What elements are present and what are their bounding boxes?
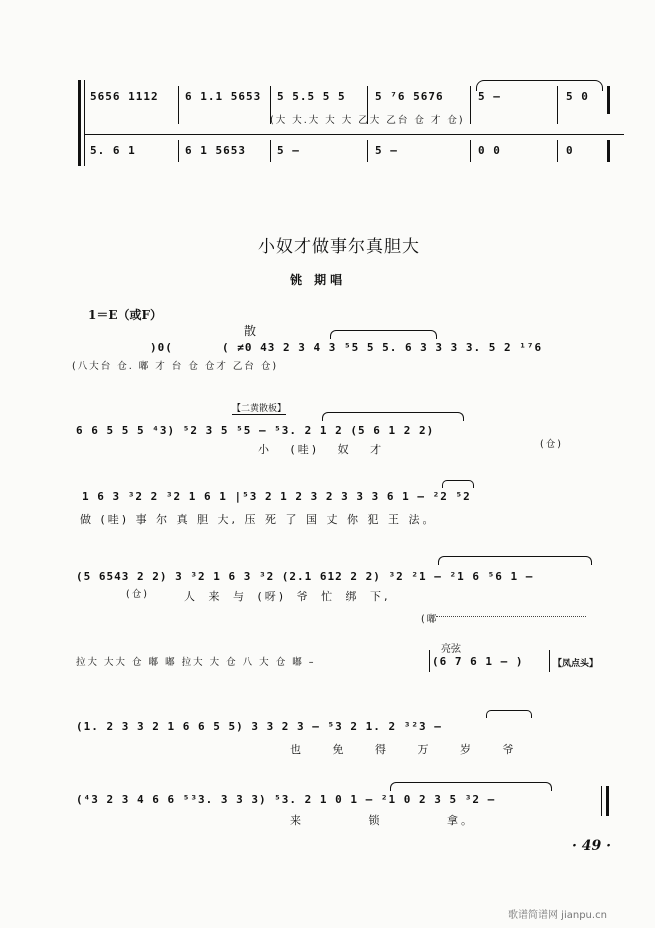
barline: [557, 140, 558, 162]
slur: [322, 412, 464, 421]
final-barline-thin: [601, 786, 602, 816]
percussion-note: (仓): [540, 439, 563, 450]
system-bracket: [78, 80, 81, 166]
measure: 5 5.5 5 5: [277, 90, 346, 103]
slur: [438, 556, 592, 565]
section-label: 【二黄散板】: [232, 401, 286, 415]
lyrics-line: 做 (哇) 事 尔 真 胆 大, 压 死 了 国 丈 你 犯 王 法。: [80, 513, 437, 526]
tempo-mark: 散: [244, 324, 257, 338]
notation-line: 1 6 3 ³2 2 ³2 1 6 1 |⁵3 2 1 2 3 2 3 3 3 6 1 – ²2 ⁵2: [82, 490, 471, 503]
end-barline: [607, 86, 610, 114]
measure: 6 1 5653: [185, 144, 246, 157]
slur: [486, 710, 532, 718]
lyrics-line: 人 来 与 (呀) 爷 忙 绑 下,: [184, 590, 391, 603]
measure: 5 0: [566, 90, 589, 103]
end-barline: [607, 140, 610, 162]
final-barline-thick: [606, 786, 609, 816]
percussion-line: (八大台 仓. 嘟 才 台 仓 仓才 乙台 仓): [72, 361, 279, 372]
lyrics-line: 也 免 得 万 岁 爷: [290, 743, 517, 756]
notation-line: (6 7 6 1 – ): [432, 655, 524, 668]
measure: 0: [566, 144, 574, 157]
key-signature: 1＝E（或F）: [88, 308, 163, 322]
system-line: [84, 80, 85, 166]
barline: [557, 86, 558, 124]
continuation-line: [436, 616, 586, 617]
measure: 5 –: [478, 90, 501, 103]
percussion-note: (仓): [126, 589, 149, 600]
lyrics-line: 小 (哇) 奴 才: [258, 443, 385, 456]
slur: [390, 782, 552, 791]
slur: [330, 330, 437, 339]
notation-line: (⁴3 2 3 4 6 6 ⁵³3. 3 3 3) ⁵3. 2 1 0 1 – ²1 0 2 3 5 ³2 –: [76, 793, 496, 806]
notation-line: 6 6 5 5 5 ⁴3) ⁵2 3 5 ⁵5 – ⁵3. 2 1 2 (5 6 1 2 2): [76, 424, 435, 437]
tie: [476, 80, 603, 91]
measure: 5. 6 1: [90, 144, 136, 157]
measure: 5 –: [375, 144, 398, 157]
measure: 0 0: [478, 144, 501, 157]
barline: [470, 86, 471, 124]
notation-line: )0(: [150, 341, 173, 354]
notation-line: (1. 2 3 3 2 1 6 6 5 5) 3 3 2 3 – ⁵3 2 1. 2 ³²3 –: [76, 720, 442, 733]
section-label: 【凤点头】: [553, 659, 599, 669]
barline: [178, 86, 179, 124]
watermark: 歌谱简谱网 jianpu.cn: [508, 910, 607, 921]
page-number: · 49 ·: [572, 838, 611, 854]
notation-line: ( ≠0 43 2 3 4 3 ⁵5 5 5. 6 3 3 3 3. 5 2 ¹⁷6: [222, 341, 543, 354]
barline: [178, 140, 179, 162]
staff-divider: [84, 134, 624, 135]
singer-credit: 铫 期唱: [290, 273, 347, 287]
measure: 5 ⁷6 5676: [375, 90, 444, 103]
percussion-line: 拉大 大大 仓 嘟 嘟 拉大 大 仓 八 大 仓 嘟 –: [76, 657, 316, 668]
instrument-label: 亮弦: [441, 644, 461, 655]
song-title: 小奴才做事尔真胆大: [258, 237, 420, 257]
barline: [270, 140, 271, 162]
measure: 5 –: [277, 144, 300, 157]
lyrics-line: 来 锁 拿。: [290, 814, 475, 827]
percussion-note: (嘟: [421, 614, 439, 625]
barline: [470, 140, 471, 162]
measure: 6 1.1 5653: [185, 90, 262, 103]
slur: [442, 480, 474, 488]
measure: 5656 1112: [90, 90, 159, 103]
barline: [549, 650, 550, 672]
barline: [429, 650, 430, 672]
barline: [367, 140, 368, 162]
notation-line: (5 6543 2 2) 3 ³2 1 6 3 ³2 (2.1 612 2 2) ³2 ²1 – ²1 6 ⁵6 1 –: [76, 570, 534, 583]
percussion-line: (大 大.大 大 大 乙大 乙台 仓 才 仓): [270, 115, 465, 126]
